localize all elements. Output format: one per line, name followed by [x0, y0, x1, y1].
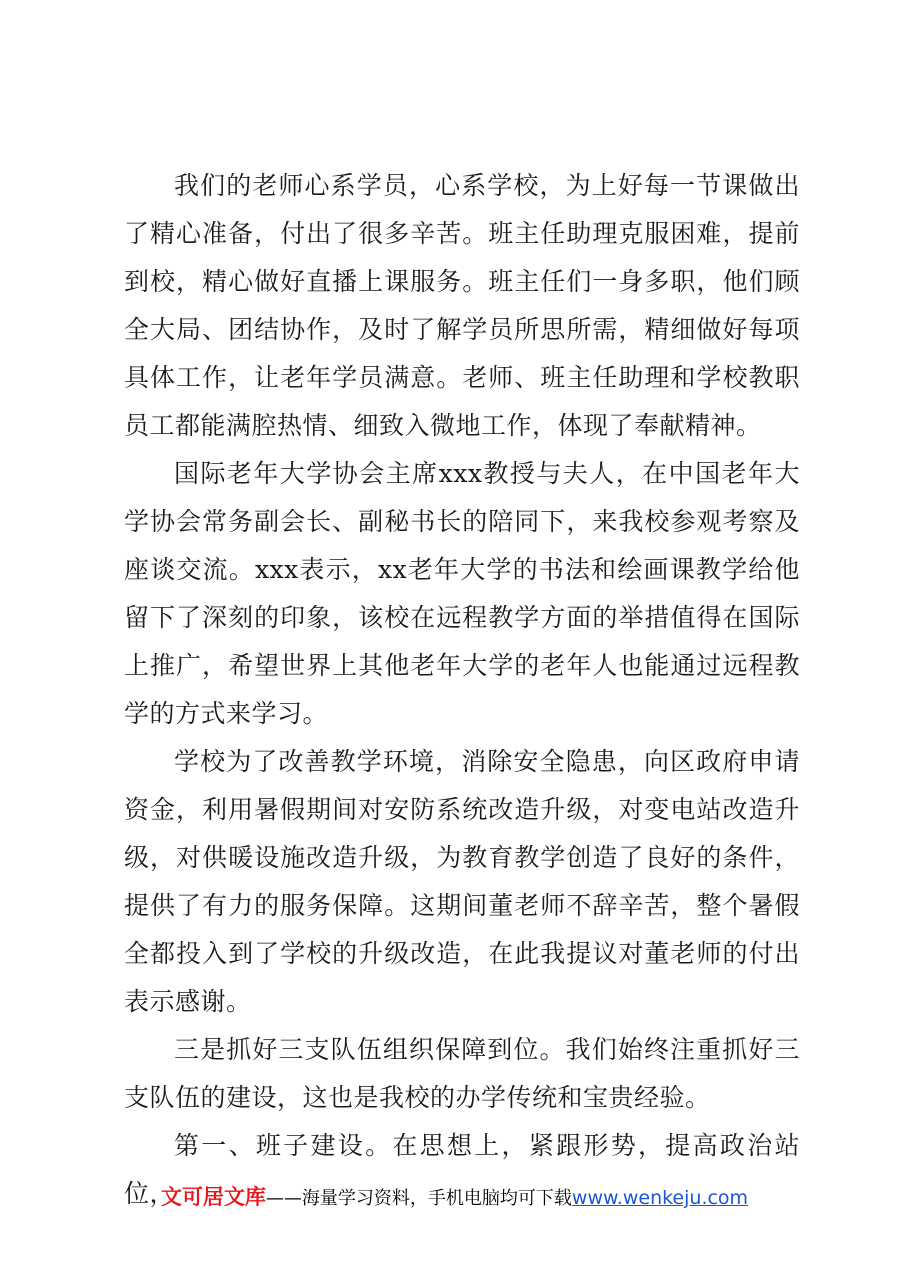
- paragraph: 三是抓好三支队伍组织保障到位。我们始终注重抓好三支队伍的建设，这也是我校的办学传统和宝贵经验。: [124, 1035, 800, 1112]
- paragraph: 国际老年大学协会主席xxx教授与夫人，在中国老年大学协会常务副会长、副秘书长的陪同下，来我校参观考察及座谈交流。xxx表示，xx老年大学的书法和绘画课教学给他留下了深刻的印象，该校在远程教学方面的举措值得在国际上推广，希望世界上其他老年大学的老年人也能通过远程教学的方式来学习。: [124, 459, 800, 728]
- footer-banner: [0, 1181, 909, 1213]
- paragraph: 第一、班子建设。在思想上，紧跟形势，提高政治站位，: [124, 1131, 800, 1208]
- paragraph: 我们的老师心系学员，心系学校，为上好每一节课做出了精心准备，付出了很多辛苦。班主任助理克服困难，提前到校，精心做好直播上课服务。班主任们一身多职，他们顾全大局、团结协作，及时了解学员所思所需，精细做好每项具体工作，让老年学员满意。老师、班主任助理和学校教职员工都能满腔热情、细致入微地工作，体现了奉献精神。: [124, 171, 800, 440]
- footer-link[interactable]: www.wenkeju.com: [571, 1187, 749, 1209]
- paragraph: 学校为了改善教学环境，消除安全隐患，向区政府申请资金，利用暑假期间对安防系统改造升级，对变电站改造升级，对供暖设施改造升级，为教育教学创造了良好的条件，提供了有力的服务保障。这期间董老师不辞辛苦，整个暑假全都投入到了学校的升级改造，在此我提议对董老师的付出表示感谢。: [124, 747, 800, 1016]
- document-body: [124, 162, 800, 1218]
- footer-brand: 文可居文库: [160, 1185, 266, 1209]
- footer-tagline: ——海量学习资料，手机电脑均可下载: [265, 1188, 572, 1209]
